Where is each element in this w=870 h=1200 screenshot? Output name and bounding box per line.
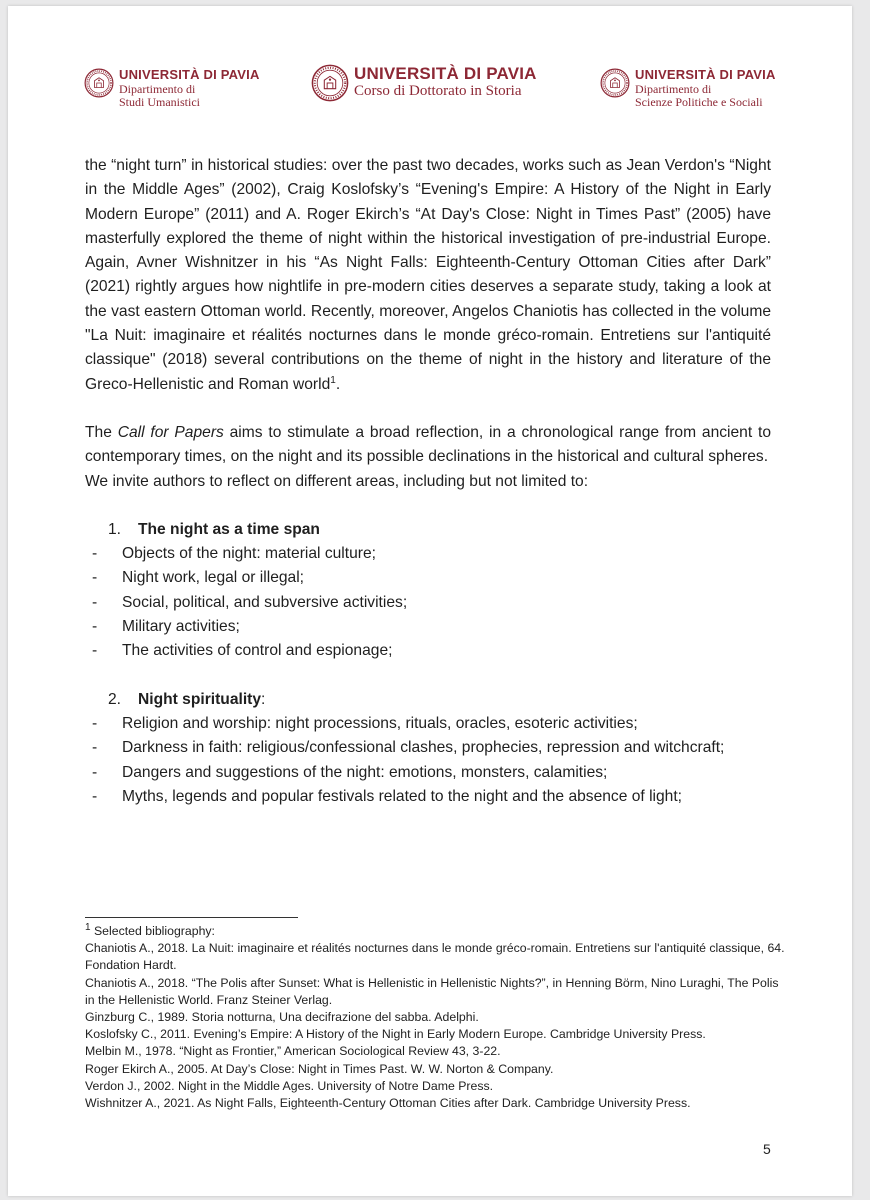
document-page — [8, 6, 852, 1196]
logo-studi-umanistici — [84, 68, 260, 109]
section-heading: 2. Night spirituality: — [108, 688, 771, 712]
list-item: - Objects of the night: material culture; — [92, 545, 376, 563]
list-item: - Religion and worship: night processions, rituals, oracles, esoteric activities; — [92, 714, 638, 732]
section-number: 2. — [108, 690, 122, 708]
footnote-heading: $^1$ Selected bibliography: — [85, 921, 215, 938]
university-seal-icon — [600, 68, 630, 98]
list-item: - Social, political, and subversive activities; — [92, 593, 408, 611]
section-title: The night as a time span — [138, 520, 320, 538]
department-line-2: Scienze Politiche e Sociali — [635, 94, 763, 109]
university-name: UNIVERSITÀ DI PAVIA — [635, 67, 776, 82]
cfp-italic: Call for Papers — [117, 423, 224, 441]
logo-scienze-politiche — [600, 68, 776, 109]
department-line-2: Studi Umanistici — [119, 94, 200, 109]
bibliography-entry: Melbin M., 1978. “Night as Frontier,” American Sociological Review 43, 3-22. — [85, 1044, 501, 1059]
bibliography-entry: Ginzburg C., 1989. Storia notturna, Una decifrazione del sabba. Adelphi. — [85, 1010, 479, 1025]
section-1 — [85, 518, 771, 664]
department-line-1: Dipartimento di — [119, 81, 196, 96]
university-seal-icon — [311, 64, 349, 102]
list-item: - Dangers and suggestions of the night: emotions, monsters, calamities; — [92, 763, 608, 781]
list-item: - The activities of control and espionage; — [92, 642, 393, 660]
invite-line: We invite authors to reflect on different areas, including but not limited to: — [85, 472, 589, 490]
section-number: 1. — [108, 520, 122, 538]
intro-paragraph: the “night turn” in historical studies: over the past two decades, works such as Jean Verdon's “Night in the Middle Ages” (2002), Craig Koslofsky’s “Evening's Empire: A History of the Night in Early Modern Europe” (2011) and A. Roger Ekirch’s “At Day's Close: Night in Times Past” (2005) have masterfully explored the theme of night within the historical investigation of pre-industrial Europe. Again, Avner Wishnitzer in his “As Night Falls: Eighteenth-Century Ottoman Cities after Dark” (2021) rightly argues how nightlife in pre-modern cities deserves a separate study, taking a look at the vast eastern Ottoman world. Recently, moreover, Angelos Chaniotis has collected in the volume "La Nuit: imaginaire et réalités nocturnes dans le monde gréco-romain. Entretiens sur l'antiquité classique" (2018) several contributions on the theme of night in the history and literature of the Greco-Hellenistic and Roman world$^1$. — [85, 157, 771, 393]
bibliography-entry: Chaniotis A., 2018. La Nuit: imaginaire et réalités nocturnes dans le monde gréco-romain. Entretiens sur l'antiquité classique, 64. Fondation Hardt. — [85, 941, 785, 973]
footnote-divider — [85, 917, 298, 918]
footnote-reference[interactable]: 1 — [330, 374, 336, 386]
section-title: Night spirituality — [138, 690, 262, 708]
bibliography-entry: Verdon J., 2002. Night in the Middle Ages. University of Notre Dame Press. — [85, 1078, 494, 1093]
bibliography-entry: Chaniotis A., 2018. “The Polis after Sunset: What is Hellenistic in Hellenistic Nights?”, in Henning Börm, Nino Luraghi, The Polis in the Hellenistic World. Franz Steiner Verlag. — [85, 975, 779, 1007]
list-item: - Myths, legends and popular festivals related to the night and the absence of light; — [92, 787, 683, 805]
logo-dottorato-storia — [311, 64, 537, 102]
bibliography-entry: Wishnitzer A., 2021. As Night Falls, Eighteenth-Century Ottoman Cities after Dark. Cambridge University Press. — [85, 1096, 691, 1111]
list-item: - Darkness in faith: religious/confessional clashes, prophecies, repression and witchcraft; — [92, 739, 725, 757]
cfp-paragraph: The Call for Papers aims to stimulate a broad reflection, in a chronological range from ancient to contemporary times, on the night and its possible declinations in the historical and cultural spheres. — [85, 423, 771, 466]
section-2 — [85, 688, 771, 809]
bibliography-entry: Koslofsky C., 2011. Evening’s Empire: A History of the Night in Early Modern Europe. Cambridge University Press. — [85, 1027, 706, 1042]
bibliography-entry: Roger Ekirch A., 2005. At Day’s Close: Night in Times Past. W. W. Norton & Company. — [85, 1061, 554, 1076]
main-text — [85, 154, 771, 809]
list-item: - Night work, legal or illegal; — [92, 569, 305, 587]
university-name: UNIVERSITÀ DI PAVIA — [354, 64, 537, 83]
program-name: Corso di Dottorato in Storia — [354, 83, 522, 100]
university-name: UNIVERSITÀ DI PAVIA — [119, 67, 260, 82]
department-line-1: Dipartimento di — [635, 81, 712, 96]
footnotes — [85, 923, 785, 1112]
section-heading — [108, 518, 771, 542]
university-seal-icon — [84, 68, 114, 98]
list-item: - Military activities; — [92, 618, 240, 636]
page-number: 5 — [763, 1141, 771, 1157]
letterhead — [8, 64, 852, 124]
